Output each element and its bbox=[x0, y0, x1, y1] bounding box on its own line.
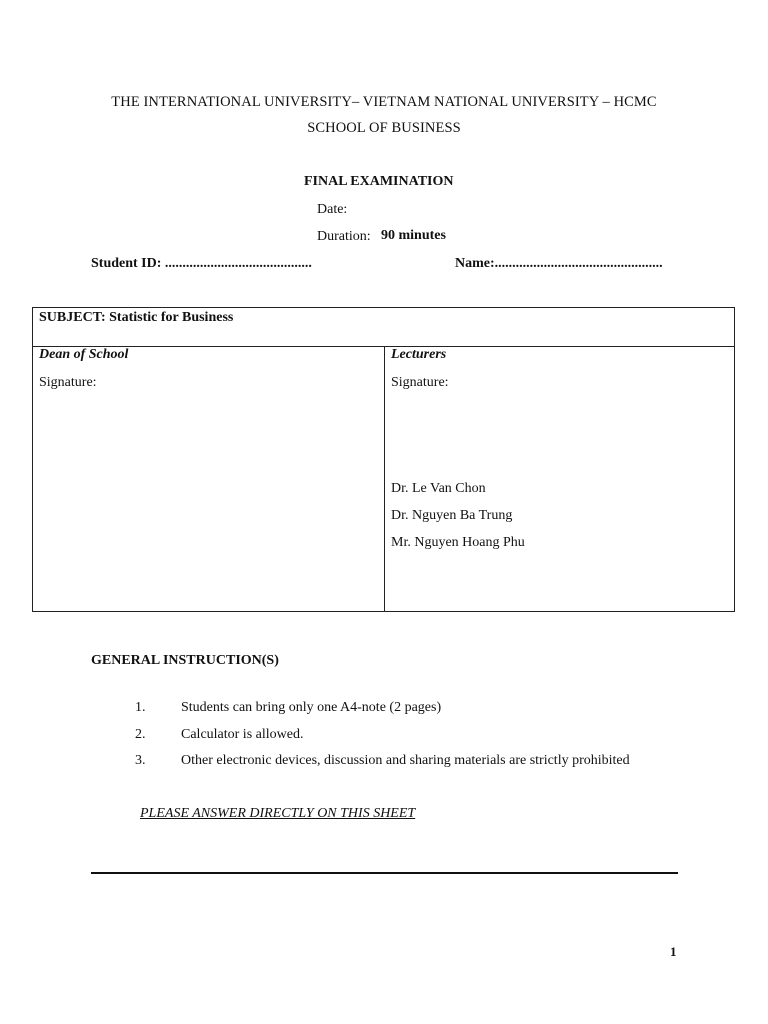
list-item-number: 1. bbox=[135, 700, 146, 715]
list-item-number: 3. bbox=[135, 753, 146, 768]
dean-heading: Dean of School bbox=[39, 347, 129, 362]
subject-title: SUBJECT: Statistic for Business bbox=[39, 310, 234, 325]
list-item-number: 2. bbox=[135, 727, 146, 742]
school-line: SCHOOL OF BUSINESS bbox=[307, 120, 461, 136]
name-blank: ................................................ bbox=[494, 256, 663, 271]
instructions-heading: GENERAL INSTRUCTION(S) bbox=[91, 653, 279, 668]
lecturers-heading: Lecturers bbox=[391, 347, 447, 362]
duration-label: Duration: bbox=[317, 229, 371, 244]
name-label: Name: bbox=[455, 256, 495, 271]
horizontal-rule bbox=[91, 872, 678, 874]
exam-title: FINAL EXAMINATION bbox=[304, 174, 454, 189]
list-item-text: Calculator is allowed. bbox=[181, 727, 304, 742]
subject-signature-table bbox=[32, 307, 735, 612]
lecturer-name: Mr. Nguyen Hoang Phu bbox=[391, 535, 525, 550]
dean-signature-label: Signature: bbox=[39, 375, 97, 390]
student-id-label: Student ID: bbox=[91, 256, 162, 271]
list-item-text: Students can bring only one A4-note (2 pages) bbox=[181, 700, 442, 715]
lecturers-signature-label: Signature: bbox=[391, 375, 449, 390]
name-field bbox=[455, 256, 663, 272]
student-id-field bbox=[91, 256, 312, 272]
lecturer-name: Dr. Nguyen Ba Trung bbox=[391, 508, 513, 523]
university-line: THE INTERNATIONAL UNIVERSITY– VIETNAM NATIONAL UNIVERSITY – HCMC bbox=[111, 94, 657, 110]
date-label: Date: bbox=[317, 202, 348, 217]
duration-value: 90 minutes bbox=[381, 228, 446, 243]
list-item-text: Other electronic devices, discussion and sharing materials are strictly prohibited bbox=[181, 753, 630, 768]
subject-row bbox=[33, 308, 734, 347]
student-id-blank: .......................................... bbox=[164, 256, 312, 271]
answer-directly-note: PLEASE ANSWER DIRECTLY ON THIS SHEET bbox=[140, 806, 416, 821]
table-column-divider bbox=[384, 347, 385, 612]
lecturer-name: Dr. Le Van Chon bbox=[391, 481, 486, 496]
page-number: 1 bbox=[670, 944, 677, 959]
